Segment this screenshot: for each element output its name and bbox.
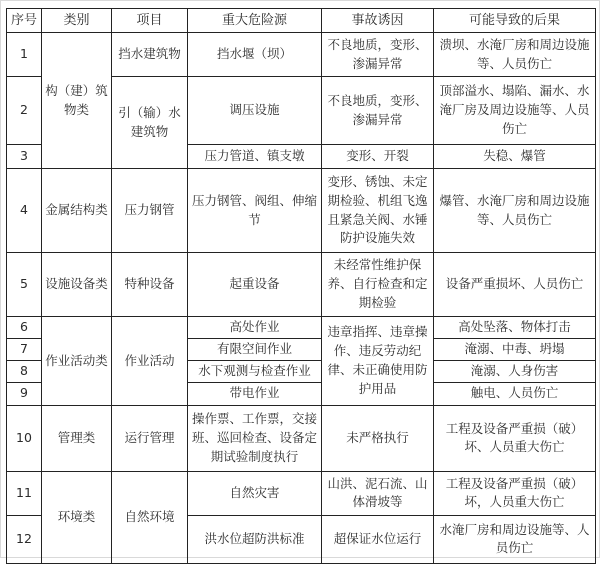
cell-r1-consequence: 溃坝、水淹厂房和周边设施等、人员伤亡 xyxy=(434,33,596,77)
cell-r10-consequence: 工程及设备严重损（破）坏、人员重大伤亡 xyxy=(434,405,596,471)
cell-r9-hazard: 带电作业 xyxy=(188,382,322,405)
header-no: 序号 xyxy=(7,9,42,33)
table-row xyxy=(7,169,596,253)
cell-r1-hazard: 挡水堰（坝） xyxy=(188,33,322,77)
cell-r4-consequence: 爆管、水淹厂房和周边设施等、人员伤亡 xyxy=(434,169,596,253)
cell-r11-consequence: 工程及设备严重损（破）坏，人员重大伤亡 xyxy=(434,471,596,515)
cell-r6-project: 作业活动 xyxy=(112,317,188,406)
cell-r6-no: 6 xyxy=(7,317,42,339)
cell-r1-project: 挡水建筑物 xyxy=(112,33,188,77)
cell-r5-no: 5 xyxy=(7,253,42,317)
cell-r8-consequence: 淹溺、人身伤害 xyxy=(434,361,596,383)
table-row xyxy=(7,471,596,515)
cell-r4-cause: 变形、锈蚀、未定期检验、机组飞逸且紧急关阀、水锤防护设施失效 xyxy=(322,169,434,253)
cell-r11-cause: 山洪、泥石流、山体滑坡等 xyxy=(322,471,434,515)
cell-r3-cause: 变形、开裂 xyxy=(322,145,434,169)
cell-r2-consequence: 顶部溢水、塌陷、漏水、水淹厂房及周边设施等、人员伤亡 xyxy=(434,77,596,145)
cell-r10-project: 运行管理 xyxy=(112,405,188,471)
cell-r12-no: 12 xyxy=(7,515,42,563)
cell-r11-no: 11 xyxy=(7,471,42,515)
cell-r9-no: 9 xyxy=(7,382,42,405)
cell-r7-hazard: 有限空间作业 xyxy=(188,339,322,361)
cell-r2-hazard: 调压设施 xyxy=(188,77,322,145)
cell-r3-hazard: 压力管道、镇支墩 xyxy=(188,145,322,169)
cell-r10-category: 管理类 xyxy=(42,405,112,471)
cell-r10-hazard: 操作票、工作票，交接班、巡回检查、设备定期试验制度执行 xyxy=(188,405,322,471)
cell-r5-cause: 未经常性维护保养、自行检查和定期检验 xyxy=(322,253,434,317)
cell-r11-project: 自然环境 xyxy=(112,471,188,563)
header-project: 项目 xyxy=(112,9,188,33)
header-cause: 事故诱因 xyxy=(322,9,434,33)
cell-r9-consequence: 触电、人员伤亡 xyxy=(434,382,596,405)
cell-r2-cause: 不良地质，变形、渗漏异常 xyxy=(322,77,434,145)
cell-r6-cause: 违章指挥、违章操作、违反劳动纪律、未正确使用防护用品 xyxy=(322,317,434,406)
cell-r10-no: 10 xyxy=(7,405,42,471)
cell-r12-cause: 超保证水位运行 xyxy=(322,515,434,563)
cell-r1-category: 构（建）筑物类 xyxy=(42,33,112,169)
table-row xyxy=(7,253,596,317)
cell-r4-hazard: 压力钢管、阀组、伸缩节 xyxy=(188,169,322,253)
cell-r1-cause: 不良地质，变形、渗漏异常 xyxy=(322,33,434,77)
cell-r4-no: 4 xyxy=(7,169,42,253)
cell-r2-project: 引（输）水建筑物 xyxy=(112,77,188,169)
cell-r8-no: 8 xyxy=(7,361,42,383)
hazard-table xyxy=(6,8,596,564)
table-row xyxy=(7,405,596,471)
cell-r5-category: 设施设备类 xyxy=(42,253,112,317)
cell-r7-consequence: 淹溺、中毒、坍塌 xyxy=(434,339,596,361)
cell-r8-hazard: 水下观测与检查作业 xyxy=(188,361,322,383)
cell-r5-consequence: 设备严重损坏、人员伤亡 xyxy=(434,253,596,317)
cell-r11-category: 环境类 xyxy=(42,471,112,563)
cell-r10-cause: 未严格执行 xyxy=(322,405,434,471)
cell-r3-consequence: 失稳、爆管 xyxy=(434,145,596,169)
table-row xyxy=(7,33,596,77)
cell-r3-no: 3 xyxy=(7,145,42,169)
cell-r6-hazard: 高处作业 xyxy=(188,317,322,339)
header-row xyxy=(7,9,596,33)
cell-r2-no: 2 xyxy=(7,77,42,145)
cell-r11-hazard: 自然灾害 xyxy=(188,471,322,515)
header-consequence: 可能导致的后果 xyxy=(434,9,596,33)
header-hazard: 重大危险源 xyxy=(188,9,322,33)
table-row xyxy=(7,317,596,339)
cell-r12-consequence: 水淹厂房和周边设施等、人员伤亡 xyxy=(434,515,596,563)
cell-r12-hazard: 洪水位超防洪标准 xyxy=(188,515,322,563)
cell-r1-no: 1 xyxy=(7,33,42,77)
cell-r6-category: 作业活动类 xyxy=(42,317,112,406)
cell-r4-category: 金属结构类 xyxy=(42,169,112,253)
cell-r4-project: 压力钢管 xyxy=(112,169,188,253)
cell-r5-project: 特种设备 xyxy=(112,253,188,317)
cell-r6-consequence: 高处坠落、物体打击 xyxy=(434,317,596,339)
header-category: 类别 xyxy=(42,9,112,33)
cell-r5-hazard: 起重设备 xyxy=(188,253,322,317)
cell-r7-no: 7 xyxy=(7,339,42,361)
